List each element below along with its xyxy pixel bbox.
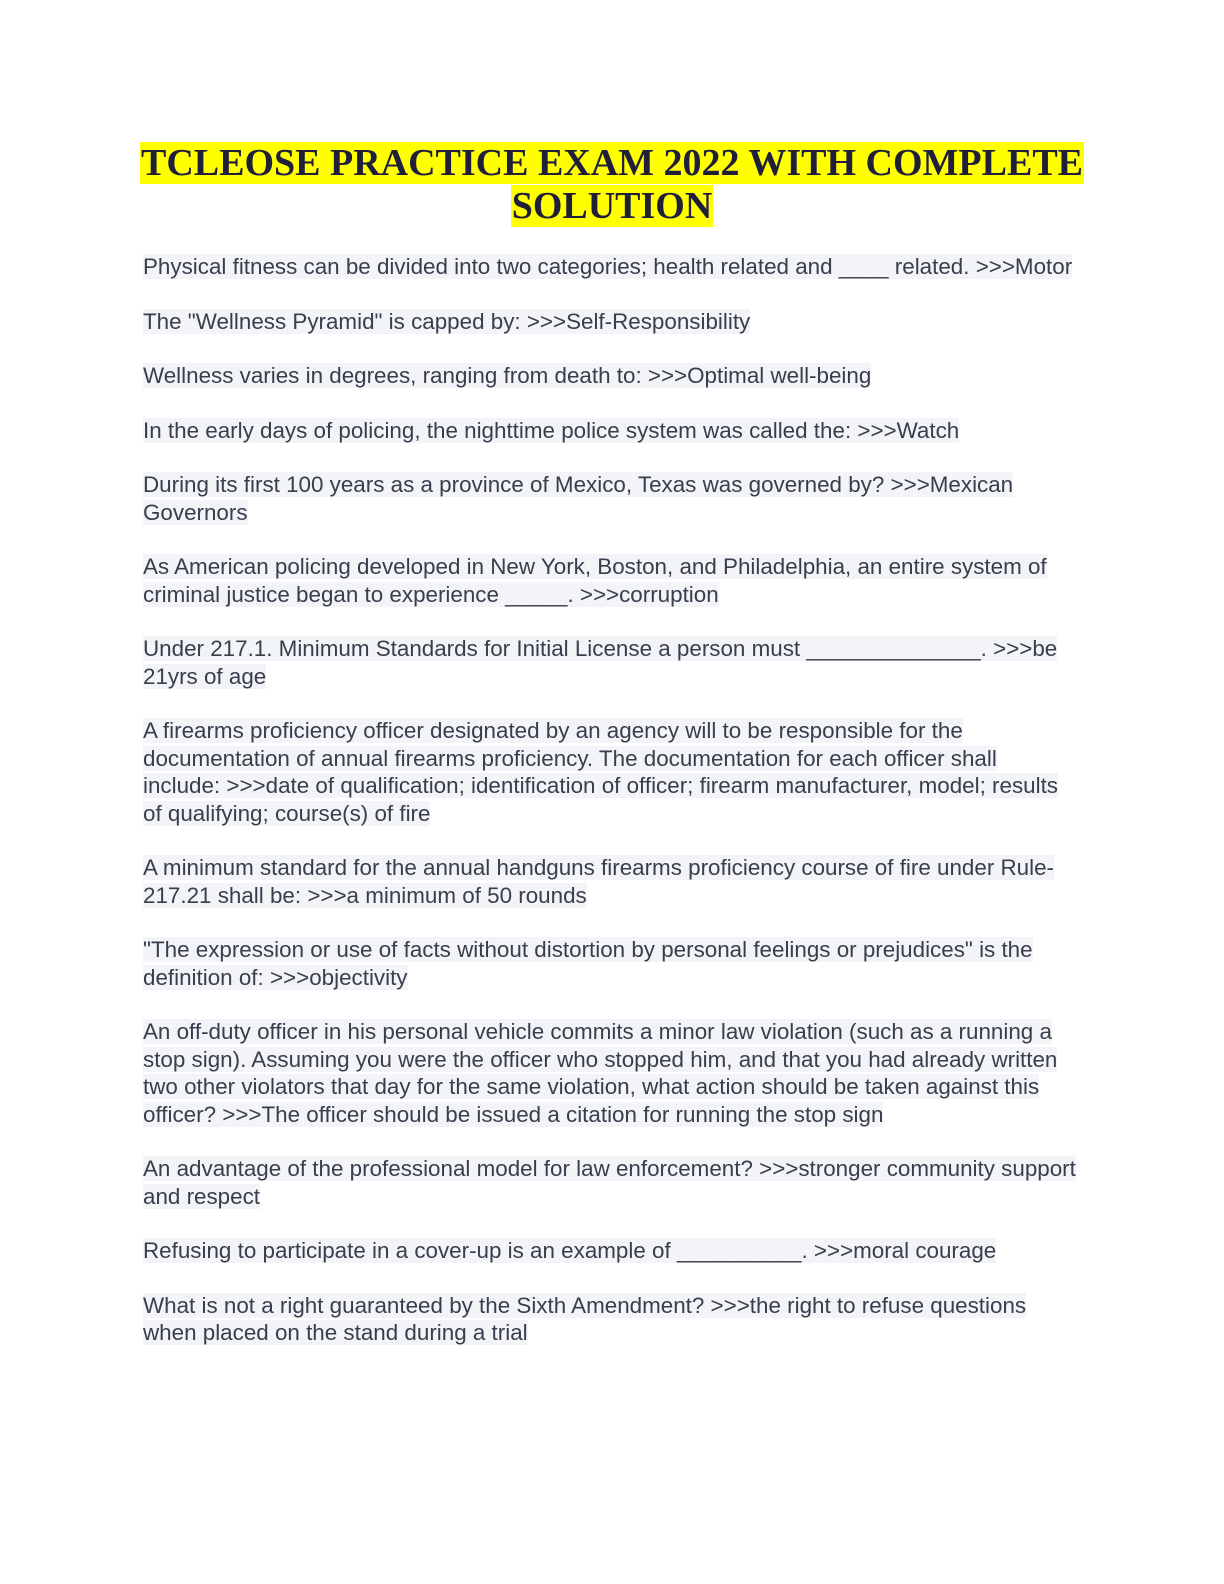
qa-item bbox=[143, 553, 1078, 608]
qa-item bbox=[143, 1237, 1078, 1265]
qa-item bbox=[143, 936, 1078, 991]
qa-text: What is not a right guaranteed by the Sixth Amendment? >>>the right to refuse questions when placed on the stand during a trial bbox=[143, 1292, 1027, 1345]
qa-text: An off-duty officer in his personal vehicle commits a minor law violation (such as a running a stop sign). Assuming you were the officer who stopped him, and that you had already written two other violators that day for the same violation, what action should be taken against this officer? >>>The officer should be issued a citation for running the stop sign bbox=[143, 1019, 1058, 1127]
title-line-1: TCLEOSE PRACTICE EXAM 2022 WITH COMPLETE bbox=[140, 142, 1084, 184]
qa-text: Wellness varies in degrees, ranging from death to: >>>Optimal well-being bbox=[143, 363, 872, 388]
qa-text: A minimum standard for the annual handguns firearms proficiency course of fire under Rule- 217.21 shall be: >>>a minimum of 50 rounds bbox=[143, 855, 1055, 908]
qa-text: The "Wellness Pyramid" is capped by: >>>Self-Responsibility bbox=[143, 308, 751, 334]
qa-item bbox=[143, 717, 1078, 827]
qa-text: During its first 100 years as a province of Mexico, Texas was governed by? >>>Mexican Governors bbox=[143, 472, 1014, 525]
qa-text: Physical fitness can be divided into two categories; health related and ____ related. >>>Motor bbox=[143, 254, 1073, 279]
qa-item bbox=[143, 635, 1078, 690]
qa-text: A firearms proficiency officer designated by an agency will to be responsible for the documentation of annual firearms proficiency. The documentation for each officer shall include: >>>date of qualification; identification of officer; firearm manufacturer, model; results of qualifying; course(s) of fire bbox=[143, 718, 1058, 826]
document-title bbox=[0, 142, 1224, 228]
question-answer-list bbox=[143, 253, 1078, 1374]
qa-text: In the early days of policing, the nighttime police system was called the: >>>Watch bbox=[143, 417, 960, 443]
qa-text: As American policing developed in New York, Boston, and Philadelphia, an entire system of criminal justice began to experience _____. >>>corruption bbox=[143, 554, 1047, 607]
qa-item bbox=[143, 362, 1078, 390]
qa-text: An advantage of the professional model for law enforcement? >>>stronger community support and respect bbox=[143, 1156, 1076, 1209]
qa-item bbox=[143, 417, 1078, 445]
qa-item bbox=[143, 1018, 1078, 1128]
qa-item bbox=[143, 854, 1078, 909]
qa-item bbox=[143, 1155, 1078, 1210]
qa-text: "The expression or use of facts without distortion by personal feelings or prejudices" is the definition of: >>>objectivity bbox=[143, 937, 1033, 990]
qa-text: Under 217.1. Minimum Standards for Initial License a person must ______________. >>>be 21yrs of age bbox=[143, 636, 1058, 689]
qa-item bbox=[143, 471, 1078, 526]
qa-item bbox=[143, 1292, 1078, 1347]
qa-text: Refusing to participate in a cover-up is an example of __________. >>>moral courage bbox=[143, 1238, 997, 1263]
title-line-2: SOLUTION bbox=[511, 185, 713, 227]
qa-item bbox=[143, 253, 1078, 281]
qa-item bbox=[143, 308, 1078, 336]
